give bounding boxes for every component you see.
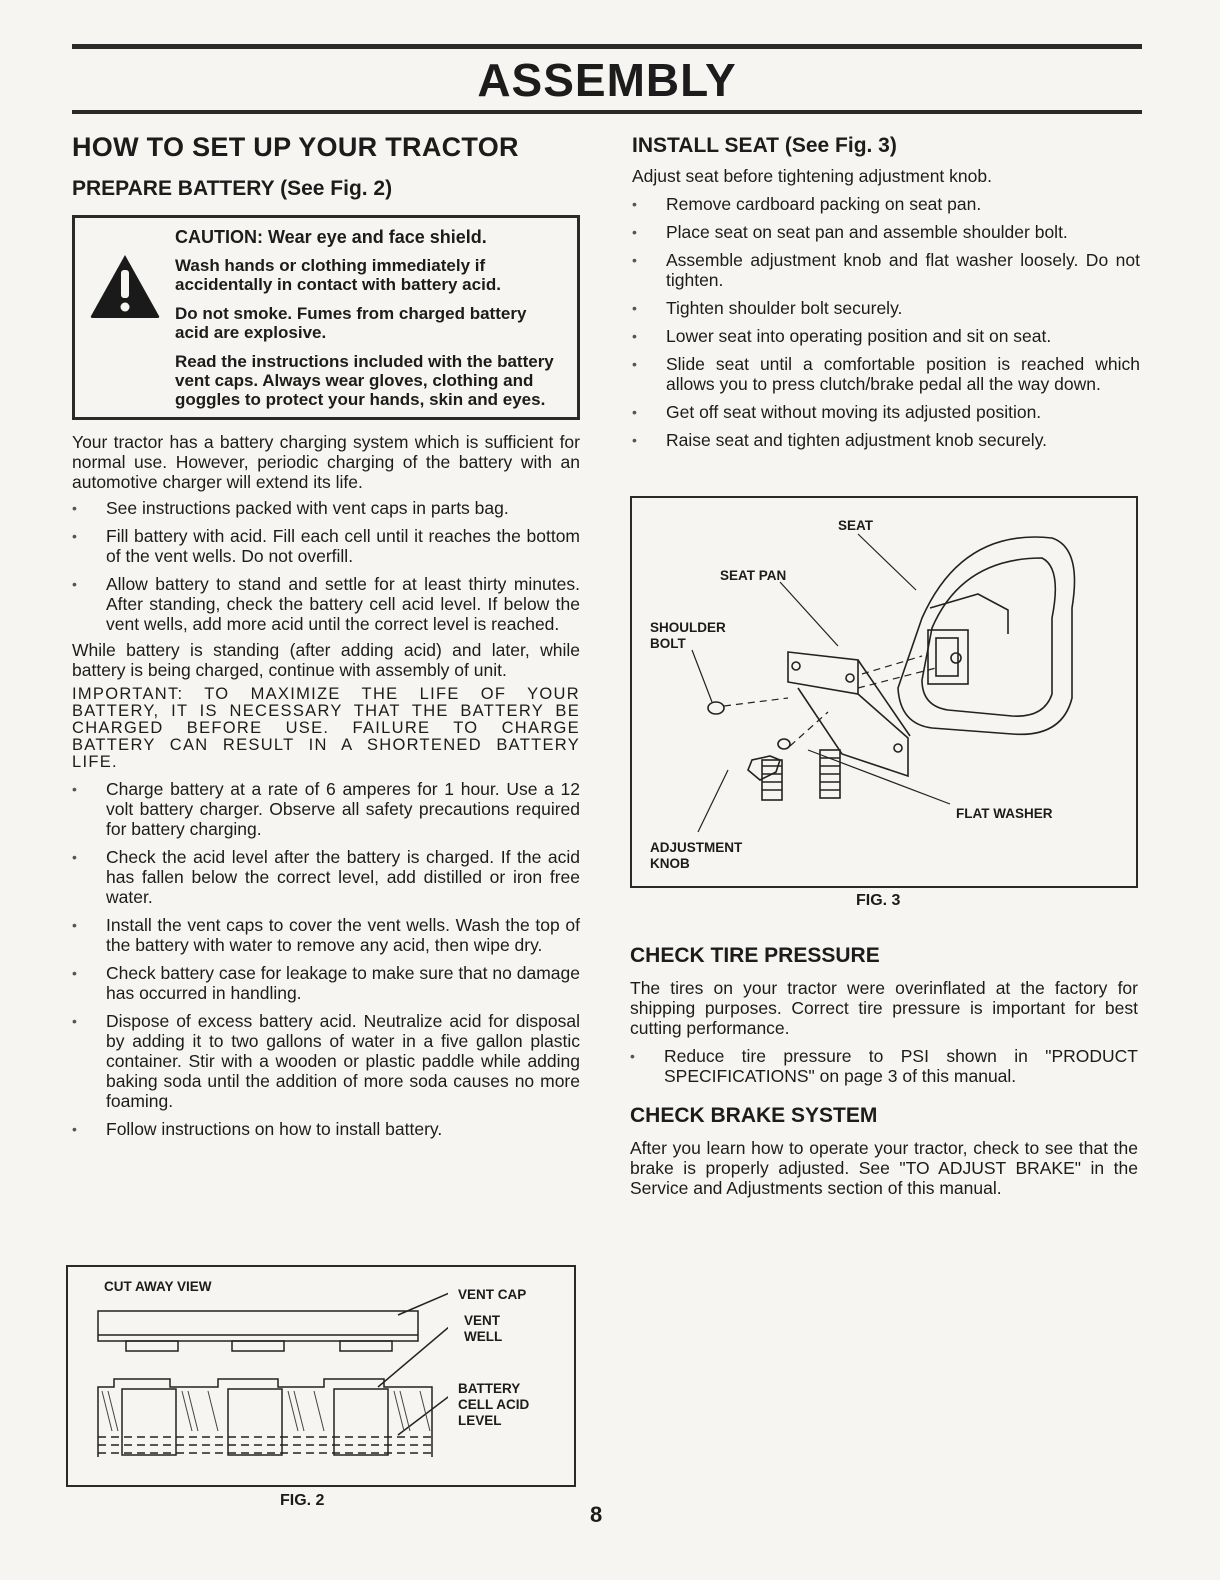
fig2-label-acid-3: LEVEL: [458, 1413, 502, 1428]
list-item: • Raise seat and tighten adjustment knob securely.: [632, 430, 1140, 450]
battery-intro: Your tractor has a battery charging system which is sufficient for normal use. However, periodic charging of the battery with an automotive charger will extend its life.: [72, 432, 580, 492]
list-item: • Lower seat into operating position and sit on seat.: [632, 326, 1140, 346]
brake-system-heading: CHECK BRAKE SYSTEM: [630, 1104, 878, 1127]
fig3-seat-assembly: [630, 496, 1138, 888]
list-item: • Install the vent caps to cover the vent wells. Wash the top of the battery with water to remove any acid, then wipe dry.: [72, 915, 580, 955]
tire-brake-section: [630, 944, 1138, 1198]
page-number: 8: [590, 1502, 603, 1527]
battery-steps-2: [72, 779, 580, 1139]
list-item: • Follow instructions on how to install battery.: [72, 1119, 580, 1139]
top-rule: [72, 44, 1142, 49]
list-item: • Check the acid level after the battery is charged. If the acid has fallen below the correct level, add distilled or iron free water.: [72, 847, 580, 907]
fig3-label-bolt: BOLT: [650, 636, 686, 651]
list-item: • Get off seat without moving its adjusted position.: [632, 402, 1140, 422]
list-item: • Check battery case for leakage to make sure that no damage has occurred in handling.: [72, 963, 580, 1003]
fig2-label-cutaway: CUT AWAY VIEW: [104, 1279, 212, 1294]
fig3-label-knob: KNOB: [650, 856, 690, 871]
battery-steps-1: [72, 498, 580, 634]
fig3-label-flat-washer: FLAT WASHER: [956, 806, 1053, 821]
fig3-label-seat-pan: SEAT PAN: [720, 568, 787, 583]
caution-text-3: Read the instructions included with the battery vent caps. Always wear gloves, clothing and goggles to protect your hands, skin and eyes.: [175, 352, 554, 409]
caution-box: [72, 215, 580, 420]
install-seat-steps: [632, 194, 1140, 450]
list-item: • Tighten shoulder bolt securely.: [632, 298, 1140, 318]
fig3-label-shoulder: SHOULDER: [650, 620, 726, 635]
tire-pressure-steps: [630, 1046, 1138, 1086]
list-item: • Place seat on seat pan and assemble shoulder bolt.: [632, 222, 1140, 242]
battery-diagram: [68, 1267, 448, 1477]
fig2-battery-cutaway: [66, 1265, 576, 1487]
fig2-label-acid-2: CELL ACID: [458, 1397, 530, 1412]
list-item: • Reduce tire pressure to PSI shown in "PRODUCT SPECIFICATIONS" on page 3 of this manual.: [630, 1046, 1138, 1086]
fig2-label-vent-well-2: WELL: [464, 1329, 503, 1344]
fig3-label-adjustment: ADJUSTMENT: [650, 840, 743, 855]
fig2-label-acid-1: BATTERY: [458, 1381, 521, 1396]
fig3-caption: FIG. 3: [856, 892, 901, 909]
list-item: • Charge battery at a rate of 6 amperes for 1 hour. Use a 12 volt battery charger. Observe all safety precautions required for battery charging.: [72, 779, 580, 839]
tire-pressure-heading: CHECK TIRE PRESSURE: [630, 944, 880, 967]
caution-text-2: Do not smoke. Fumes from charged battery acid are explosive.: [175, 304, 527, 342]
seat-diagram: [632, 498, 1136, 886]
important-notice: IMPORTANT: TO MAXIMIZE THE LIFE OF YOUR BATTERY, IT IS NECESSARY THAT THE BATTERY BE CHARGED BEFORE USE. FAILURE TO CHARGE BATTERY CAN RESULT IN A SHORTENED BATTERY LIFE.: [72, 685, 580, 771]
tire-pressure-text: The tires on your tractor were overinflated at the factory for shipping purposes. Correct tire pressure is important for best cutting performance.: [630, 978, 1138, 1038]
title-rule: [72, 110, 1142, 114]
caution-title: CAUTION: Wear eye and face shield.: [175, 227, 487, 247]
list-item: • Remove cardboard packing on seat pan.: [632, 194, 1140, 214]
right-column: [632, 134, 1140, 450]
list-item: • Dispose of excess battery acid. Neutralize acid for disposal by adding it to two gallons of water in a five gallon plastic container. Stir with a wooden or plastic paddle while adding baking soda until the addition of more soda causes no more foaming.: [72, 1011, 580, 1111]
list-item: • Slide seat until a comfortable position is reached which allows you to press clutch/brake pedal all the way down.: [632, 354, 1140, 394]
section-heading-setup: HOW TO SET UP YOUR TRACTOR: [72, 132, 519, 162]
brake-system-text: After you learn how to operate your tractor, check to see that the brake is properly adjusted. See "TO ADJUST BRAKE" in the Service and Adjustments section of this manual.: [630, 1138, 1138, 1198]
fig2-caption: FIG. 2: [280, 1492, 325, 1509]
warning-triangle-icon: [89, 252, 161, 320]
list-item: • See instructions packed with vent caps in parts bag.: [72, 498, 580, 518]
install-seat-intro: Adjust seat before tightening adjustment knob.: [632, 166, 992, 186]
fig3-label-seat: SEAT: [838, 518, 874, 533]
list-item: • Assemble adjustment knob and flat washer loosely. Do not tighten.: [632, 250, 1140, 290]
left-column: [72, 128, 580, 1139]
fig2-label-vent-well-1: VENT: [464, 1313, 501, 1328]
caution-text-1: Wash hands or clothing immediately if accidentally in contact with battery acid.: [175, 256, 501, 294]
fig2-label-vent-cap: VENT CAP: [458, 1287, 527, 1302]
page-title: ASSEMBLY: [477, 54, 737, 106]
install-seat-heading: INSTALL SEAT (See Fig. 3): [632, 134, 897, 157]
subheading-prepare-battery: PREPARE BATTERY (See Fig. 2): [72, 177, 393, 200]
list-item: • Fill battery with acid. Fill each cell until it reaches the bottom of the vent wells. Do not overfill.: [72, 526, 580, 566]
list-item: • Allow battery to stand and settle for at least thirty minutes. After standing, check the battery cell acid level. If below the vent wells, add more acid until the correct level is reached.: [72, 574, 580, 634]
while-standing-text: While battery is standing (after adding acid) and later, while battery is being charged, continue with assembly of unit.: [72, 640, 580, 680]
